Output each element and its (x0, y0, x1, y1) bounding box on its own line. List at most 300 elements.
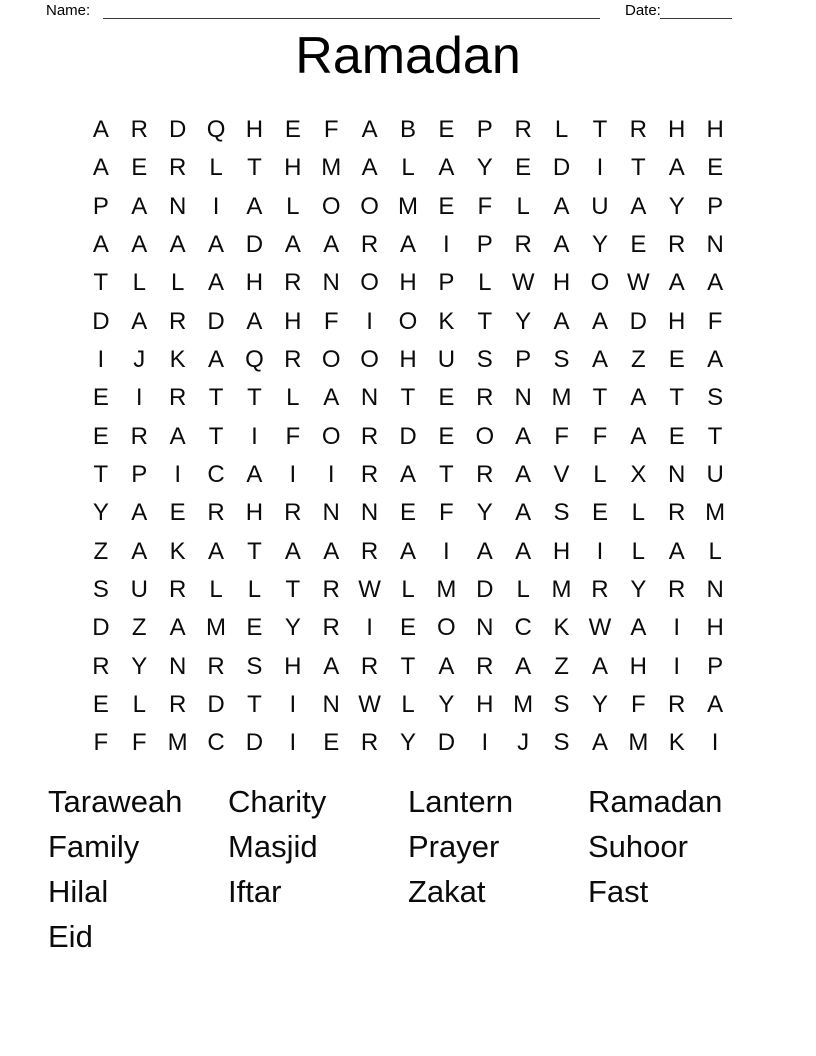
grid-letter-r9-c10: E (438, 422, 455, 450)
grid-letter-r11-c16: R (668, 499, 686, 527)
grid-letter-r8-c11: R (476, 384, 494, 412)
grid-letter-r8-c15: A (630, 384, 647, 412)
grid-letter-r4-c1: A (92, 231, 109, 259)
grid-letter-r10-c12: A (515, 461, 532, 489)
grid-letter-r4-c14: Y (591, 231, 608, 259)
grid-letter-r2-c14: I (596, 154, 604, 182)
grid-letter-r16-c2: L (132, 691, 146, 719)
grid-letter-r13-c14: R (591, 576, 609, 604)
grid-letter-r10-c3: I (174, 461, 181, 489)
grid-letter-r16-c6: I (289, 691, 297, 719)
grid-letter-r14-c2: Z (131, 614, 147, 642)
grid-letter-r2-c1: A (92, 154, 109, 182)
grid-letter-r4-c17: N (706, 231, 724, 259)
grid-letter-r7-c12: P (515, 346, 532, 374)
grid-letter-r8-c16: T (669, 384, 685, 412)
grid-letter-r8-c5: T (247, 384, 262, 412)
name-fill-in-line (103, 18, 600, 19)
word-item-masjid: Masjid (228, 829, 318, 864)
grid-letter-r9-c17: T (707, 422, 723, 450)
grid-letter-r3-c15: A (630, 192, 647, 220)
grid-letter-r7-c4: A (208, 346, 225, 374)
grid-letter-r15-c11: R (476, 652, 494, 680)
grid-letter-r10-c11: R (476, 461, 494, 489)
grid-letter-r15-c14: A (591, 652, 608, 680)
grid-letter-r12-c1: Z (93, 537, 109, 565)
grid-letter-r14-c15: A (630, 614, 647, 642)
grid-letter-r12-c14: I (596, 537, 604, 565)
grid-letter-r6-c17: F (707, 307, 723, 335)
word-item-charity: Charity (228, 784, 327, 819)
grid-letter-r3-c13: A (553, 192, 570, 220)
grid-letter-r10-c9: A (399, 461, 417, 489)
grid-letter-r9-c1: E (92, 422, 109, 450)
grid-letter-r1-c5: H (245, 116, 264, 144)
grid-letter-r5-c9: H (399, 269, 417, 297)
grid-letter-r13-c12: L (516, 576, 530, 604)
grid-letter-r6-c2: A (131, 307, 148, 335)
grid-letter-r1-c12: R (514, 116, 532, 144)
grid-letter-r3-c8: O (360, 192, 379, 220)
grid-letter-r12-c3: K (169, 537, 186, 565)
grid-letter-r8-c13: M (551, 384, 572, 412)
grid-letter-r13-c3: R (168, 576, 187, 604)
grid-letter-r10-c2: P (131, 461, 148, 489)
grid-letter-r11-c6: R (284, 499, 302, 527)
grid-letter-r16-c10: Y (438, 691, 455, 719)
grid-letter-r12-c12: A (515, 537, 532, 565)
grid-letter-r2-c16: A (668, 154, 685, 182)
grid-letter-r12-c6: A (284, 537, 301, 565)
grid-letter-r10-c4: C (207, 461, 225, 489)
puzzle-title: Ramadan (295, 27, 521, 85)
grid-letter-r5-c13: H (552, 269, 571, 297)
grid-letter-r1-c6: E (284, 116, 301, 144)
word-item-hilal: Hilal (48, 874, 109, 909)
grid-letter-r15-c15: H (629, 652, 648, 680)
grid-letter-r14-c9: E (399, 614, 417, 642)
grid-letter-r5-c6: R (284, 269, 302, 297)
grid-letter-r13-c2: U (130, 576, 148, 604)
word-item-lantern: Lantern (408, 784, 514, 819)
word-item-fast: Fast (588, 874, 649, 909)
grid-letter-r11-c10: F (439, 499, 454, 527)
grid-letter-r9-c9: D (399, 422, 417, 450)
grid-letter-r11-c5: H (245, 499, 264, 527)
grid-letter-r14-c5: E (246, 614, 263, 642)
grid-letter-r11-c3: E (169, 499, 186, 527)
grid-letter-r2-c11: Y (476, 154, 493, 182)
grid-letter-r7-c15: Z (631, 346, 646, 374)
grid-letter-r15-c13: Z (554, 652, 569, 680)
grid-letter-r14-c6: Y (284, 614, 301, 642)
grid-letter-r15-c12: A (515, 652, 532, 680)
grid-letter-r16-c13: S (553, 691, 570, 719)
grid-letter-r7-c1: I (97, 346, 105, 374)
grid-letter-r12-c8: R (360, 537, 379, 565)
grid-letter-r10-c16: N (668, 461, 686, 489)
grid-letter-r7-c8: O (360, 346, 379, 374)
grid-letter-r10-c15: X (630, 461, 647, 489)
grid-letter-r7-c16: E (668, 346, 685, 374)
grid-letter-r17-c12: J (517, 729, 530, 757)
grid-letter-r11-c11: Y (476, 499, 493, 527)
grid-letter-r13-c13: M (551, 576, 572, 604)
grid-letter-r12-c17: L (708, 537, 722, 565)
grid-letter-r9-c6: F (285, 422, 301, 450)
grid-letter-r7-c13: S (553, 346, 570, 374)
grid-letter-r17-c2: F (131, 729, 147, 757)
word-item-zakat: Zakat (408, 874, 486, 909)
grid-letter-r5-c14: O (590, 269, 610, 297)
grid-letter-r13-c7: R (322, 576, 340, 604)
grid-letter-r5-c5: H (245, 269, 264, 297)
grid-letter-r6-c10: K (438, 307, 455, 335)
grid-letter-r6-c15: D (629, 307, 648, 335)
grid-letter-r14-c13: K (553, 614, 570, 642)
grid-letter-r5-c3: L (170, 269, 185, 297)
grid-letter-r1-c9: B (399, 116, 417, 144)
word-item-prayer: Prayer (408, 829, 500, 864)
grid-letter-r6-c12: Y (515, 307, 532, 335)
grid-letter-r4-c9: A (399, 231, 417, 259)
grid-letter-r8-c4: T (208, 384, 224, 412)
grid-letter-r10-c14: L (593, 461, 607, 489)
grid-letter-r6-c8: I (366, 307, 373, 335)
grid-letter-r3-c9: M (397, 192, 418, 220)
grid-letter-r8-c6: L (286, 384, 300, 412)
grid-letter-r6-c9: O (398, 307, 418, 335)
grid-letter-r12-c10: I (443, 537, 450, 565)
grid-letter-r5-c1: T (93, 269, 109, 297)
grid-letter-r5-c11: L (478, 269, 492, 297)
grid-letter-r13-c4: L (209, 576, 223, 604)
grid-letter-r2-c9: L (401, 154, 415, 182)
grid-letter-r17-c8: R (360, 729, 379, 757)
grid-letter-r11-c9: E (399, 499, 417, 527)
grid-letter-r15-c5: S (246, 652, 263, 680)
grid-letter-r16-c16: R (668, 691, 686, 719)
grid-letter-r8-c8: N (360, 384, 379, 412)
grid-letter-r4-c15: E (630, 231, 647, 259)
grid-letter-r17-c4: C (207, 729, 225, 757)
grid-letter-r6-c14: A (591, 307, 608, 335)
grid-letter-r17-c17: I (711, 729, 719, 757)
grid-letter-r4-c4: A (208, 231, 225, 259)
grid-letter-r5-c8: O (360, 269, 379, 297)
grid-letter-r2-c17: E (707, 154, 724, 182)
grid-letter-r5-c12: W (511, 269, 535, 297)
grid-letter-r4-c16: R (668, 231, 686, 259)
grid-letter-r6-c6: H (284, 307, 302, 335)
grid-letter-r15-c3: N (168, 652, 187, 680)
grid-letter-r10-c7: I (327, 461, 335, 489)
word-list (48, 779, 768, 959)
grid-letter-r17-c10: D (437, 729, 456, 757)
grid-letter-r2-c5: T (247, 154, 262, 182)
grid-letter-r16-c4: D (207, 691, 225, 719)
grid-letter-r9-c13: F (554, 422, 569, 450)
grid-letter-r7-c6: R (284, 346, 302, 374)
grid-letter-r5-c4: A (208, 269, 225, 297)
grid-letter-r14-c16: I (673, 614, 681, 642)
grid-letter-r10-c17: U (706, 461, 724, 489)
grid-letter-r11-c14: E (591, 499, 608, 527)
grid-letter-r8-c1: E (92, 384, 109, 412)
grid-letter-r3-c1: P (92, 192, 109, 220)
grid-letter-r11-c17: M (705, 499, 726, 527)
grid-letter-r13-c9: L (401, 576, 415, 604)
word-item-taraweah: Taraweah (48, 784, 183, 819)
grid-letter-r14-c14: W (588, 614, 612, 642)
grid-letter-r11-c2: A (131, 499, 148, 527)
grid-letter-r9-c3: A (169, 422, 186, 450)
grid-letter-r1-c3: D (168, 116, 187, 144)
grid-letter-r10-c10: T (439, 461, 454, 489)
grid-letter-r15-c1: R (92, 652, 110, 680)
grid-letter-r3-c5: A (246, 192, 263, 220)
grid-letter-r4-c12: R (514, 231, 532, 259)
grid-letter-r10-c8: R (360, 461, 379, 489)
grid-letter-r16-c3: R (168, 691, 187, 719)
name-label: Name: (46, 2, 91, 19)
grid-letter-r4-c11: P (476, 231, 493, 259)
grid-letter-r3-c6: L (286, 192, 300, 220)
grid-letter-r7-c14: A (591, 346, 608, 374)
word-item-suhoor: Suhoor (588, 829, 688, 864)
grid-letter-r8-c17: S (707, 384, 724, 412)
grid-letter-r2-c2: E (131, 154, 148, 182)
grid-letter-r6-c1: D (92, 307, 110, 335)
grid-letter-r9-c4: T (208, 422, 224, 450)
grid-letter-r10-c1: T (93, 461, 109, 489)
grid-letter-r14-c8: I (366, 614, 373, 642)
word-list-column (228, 779, 408, 959)
grid-letter-r14-c11: N (476, 614, 494, 642)
grid-letter-r12-c9: A (399, 537, 417, 565)
grid-letter-r16-c7: N (322, 691, 340, 719)
grid-letter-r7-c7: O (321, 346, 341, 374)
grid-letter-r8-c3: R (168, 384, 187, 412)
grid-letter-r1-c17: H (706, 116, 724, 144)
grid-letter-r13-c8: W (358, 576, 381, 604)
grid-letter-r7-c10: U (437, 346, 456, 374)
grid-letter-r8-c9: T (400, 384, 416, 412)
grid-letter-r12-c2: A (131, 537, 148, 565)
grid-letter-r6-c3: R (168, 307, 187, 335)
grid-letter-r1-c7: F (323, 116, 339, 144)
grid-letter-r3-c17: P (707, 192, 724, 220)
word-list-column (588, 779, 768, 959)
grid-letter-r4-c7: A (323, 231, 340, 259)
grid-letter-r2-c13: D (552, 154, 571, 182)
grid-letter-r6-c5: A (246, 307, 263, 335)
grid-letter-r15-c9: T (400, 652, 416, 680)
grid-letter-r9-c12: A (515, 422, 532, 450)
grid-letter-r11-c8: N (360, 499, 379, 527)
grid-letter-r1-c2: R (130, 116, 148, 144)
grid-letter-r6-c4: D (207, 307, 225, 335)
grid-letter-r13-c17: N (706, 576, 724, 604)
grid-letter-r9-c11: O (475, 422, 495, 450)
grid-letter-r2-c10: A (438, 154, 455, 182)
grid-letter-r11-c4: R (207, 499, 225, 527)
grid-letter-r1-c1: A (92, 116, 109, 144)
grid-letter-r4-c5: D (245, 231, 264, 259)
grid-letter-r2-c15: T (631, 154, 646, 182)
grid-letter-r3-c4: I (212, 192, 220, 220)
grid-letter-r15-c6: H (284, 652, 302, 680)
grid-letter-r14-c1: D (92, 614, 110, 642)
grid-letter-r16-c12: M (513, 691, 534, 719)
grid-letter-r16-c14: Y (591, 691, 608, 719)
grid-letter-r5-c2: L (132, 269, 146, 297)
grid-letter-r12-c5: T (247, 537, 262, 565)
grid-letter-r11-c13: S (553, 499, 570, 527)
grid-letter-r1-c14: T (592, 116, 608, 144)
grid-letter-r14-c10: O (437, 614, 456, 642)
grid-letter-r15-c2: Y (131, 652, 148, 680)
grid-letter-r12-c11: A (476, 537, 493, 565)
grid-letter-r15-c7: A (323, 652, 340, 680)
grid-letter-r15-c10: A (438, 652, 455, 680)
grid-letter-r10-c6: I (289, 461, 297, 489)
grid-letter-r5-c16: A (668, 269, 685, 297)
grid-letter-r6-c7: F (323, 307, 339, 335)
grid-letter-r13-c11: D (476, 576, 494, 604)
grid-letter-r3-c12: L (516, 192, 530, 220)
grid-letter-r9-c14: F (592, 422, 608, 450)
grid-letter-r17-c14: A (591, 729, 608, 757)
grid-letter-r12-c15: L (631, 537, 646, 565)
grid-letter-r5-c10: P (438, 269, 455, 297)
grid-letter-r4-c10: I (443, 231, 450, 259)
grid-letter-r2-c4: L (209, 154, 223, 182)
grid-letter-r17-c16: K (668, 729, 685, 757)
grid-letter-r5-c17: A (707, 269, 724, 297)
grid-letter-r8-c10: E (438, 384, 455, 412)
grid-letter-r16-c5: T (247, 691, 262, 719)
grid-letter-r4-c2: A (131, 231, 148, 259)
grid-letter-r2-c3: R (168, 154, 187, 182)
grid-letter-r3-c16: Y (668, 192, 685, 220)
grid-letter-r2-c6: H (284, 154, 302, 182)
grid-letter-r12-c13: H (552, 537, 571, 565)
grid-letter-r11-c15: L (631, 499, 646, 527)
word-list-column (48, 779, 228, 959)
grid-letter-r1-c8: A (361, 116, 378, 144)
grid-letter-r10-c5: A (246, 461, 263, 489)
grid-letter-r16-c15: F (631, 691, 646, 719)
grid-letter-r14-c12: C (514, 614, 532, 642)
grid-letter-r13-c1: S (92, 576, 109, 604)
grid-letter-r1-c4: Q (206, 116, 226, 144)
grid-letter-r9-c2: R (130, 422, 148, 450)
grid-letter-r2-c12: E (515, 154, 532, 182)
grid-letter-r5-c7: N (322, 269, 340, 297)
grid-letter-r8-c14: T (592, 384, 608, 412)
grid-letter-r4-c13: A (553, 231, 570, 259)
grid-letter-r14-c4: M (206, 614, 227, 642)
grid-letter-r14-c17: H (706, 614, 724, 642)
grid-letter-r15-c8: R (360, 652, 379, 680)
grid-letter-r7-c5: Q (245, 346, 264, 374)
grid-letter-r17-c1: F (93, 729, 109, 757)
grid-letter-r3-c2: A (131, 192, 148, 220)
word-item-family: Family (48, 829, 140, 864)
grid-letter-r13-c6: T (285, 576, 301, 604)
grid-letter-r3-c11: F (477, 192, 493, 220)
grid-letter-r15-c4: R (207, 652, 225, 680)
grid-letter-r12-c16: A (668, 537, 685, 565)
word-item-eid: Eid (48, 919, 93, 954)
grid-letter-r7-c2: J (133, 346, 146, 374)
grid-letter-r13-c16: R (668, 576, 686, 604)
grid-letter-r4-c3: A (169, 231, 186, 259)
grid-letter-r9-c15: A (630, 422, 647, 450)
grid-letter-r4-c8: R (360, 231, 379, 259)
grid-letter-r17-c7: E (323, 729, 340, 757)
grid-letter-r9-c5: I (251, 422, 258, 450)
grid-letter-r15-c16: I (673, 652, 681, 680)
grid-letter-r13-c10: M (436, 576, 457, 604)
date-label: Date: (625, 2, 661, 19)
grid-letter-r17-c15: M (628, 729, 649, 757)
grid-letter-r13-c15: Y (630, 576, 647, 604)
grid-letter-r11-c12: A (515, 499, 532, 527)
grid-letter-r14-c3: A (169, 614, 186, 642)
date-fill-in-line (660, 18, 732, 19)
grid-letter-r8-c12: N (514, 384, 532, 412)
grid-letter-r12-c4: A (208, 537, 225, 565)
grid-letter-r1-c15: R (629, 116, 648, 144)
grid-letter-r9-c8: R (360, 422, 379, 450)
grid-letter-r17-c3: M (167, 729, 188, 757)
grid-letter-r2-c8: A (361, 154, 378, 182)
grid-letter-r6-c11: T (477, 307, 493, 335)
grid-letter-r10-c13: V (553, 461, 570, 489)
grid-letter-r7-c9: H (399, 346, 417, 374)
grid-letter-r14-c7: R (322, 614, 340, 642)
word-list-column (408, 779, 588, 959)
grid-letter-r9-c7: O (321, 422, 341, 450)
grid-letter-r7-c11: S (476, 346, 493, 374)
grid-letter-r16-c9: L (401, 691, 415, 719)
grid-letter-r1-c13: L (554, 116, 569, 144)
grid-letter-r9-c16: E (668, 422, 685, 450)
grid-letter-r16-c17: A (707, 691, 724, 719)
grid-letter-r7-c3: K (169, 346, 186, 374)
grid-letter-r6-c13: A (553, 307, 570, 335)
grid-letter-r3-c7: O (321, 192, 341, 220)
word-item-ramadan: Ramadan (588, 784, 723, 819)
grid-letter-r3-c3: N (168, 192, 187, 220)
grid-letter-r1-c11: P (476, 116, 493, 144)
grid-letter-r15-c17: P (707, 652, 724, 680)
grid-letter-r8-c7: A (323, 384, 340, 412)
grid-letter-r17-c11: I (481, 729, 489, 757)
grid-letter-r16-c11: H (476, 691, 494, 719)
grid-letter-r8-c2: I (135, 384, 143, 412)
grid-letter-r16-c1: E (92, 691, 109, 719)
grid-letter-r11-c7: N (322, 499, 340, 527)
grid-letter-r16-c8: W (358, 691, 381, 719)
grid-letter-r7-c17: A (707, 346, 724, 374)
grid-letter-r12-c7: A (323, 537, 340, 565)
grid-letter-r1-c10: E (438, 116, 455, 144)
grid-letter-r11-c1: Y (92, 499, 109, 527)
grid-letter-r5-c15: W (627, 269, 650, 297)
